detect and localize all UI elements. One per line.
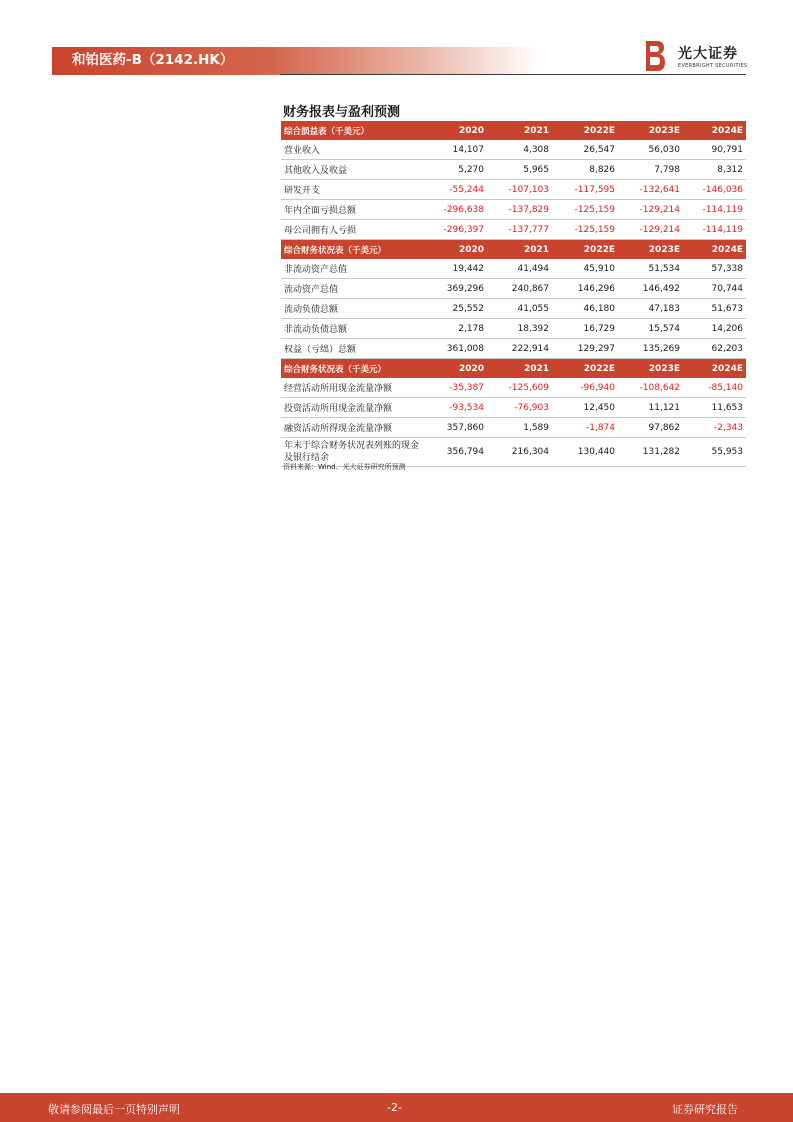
table-cell: -2,343 xyxy=(683,418,746,438)
table-cell: 97,862 xyxy=(618,418,683,438)
table-cell: -132,641 xyxy=(618,180,683,200)
year-header: 2023E xyxy=(618,359,683,379)
table-cell: 369,296 xyxy=(425,279,487,299)
header-divider xyxy=(280,74,746,75)
footer-report-type: 证券研究报告 xyxy=(672,1103,738,1116)
table-cell: 90,791 xyxy=(683,140,746,160)
table-cell: -129,214 xyxy=(618,200,683,220)
year-header: 2024E xyxy=(683,121,746,140)
logo-chinese-name: 光大证券 xyxy=(678,46,738,62)
row-label: 经营活动所用现金流量净额 xyxy=(281,378,425,398)
footer-disclaimer: 敬请参阅最后一页特别声明 xyxy=(48,1103,180,1116)
table-cell: 15,574 xyxy=(618,319,683,339)
table-cell: -35,387 xyxy=(425,378,487,398)
year-header: 2022E xyxy=(552,359,618,379)
table-cell: 5,965 xyxy=(487,160,552,180)
logo-english-name: EVERBRIGHT SECURITIES xyxy=(678,63,748,69)
table-cell: -85,140 xyxy=(683,378,746,398)
table-cell: -108,642 xyxy=(618,378,683,398)
row-label: 其他收入及收益 xyxy=(281,160,425,180)
financial-table xyxy=(281,121,746,467)
table-cell: 26,547 xyxy=(552,140,618,160)
table-cell: -125,159 xyxy=(552,200,618,220)
table-row xyxy=(281,180,746,200)
row-label: 非流动资产总值 xyxy=(281,259,425,279)
year-header: 2020 xyxy=(425,121,487,140)
table-cell: 1,589 xyxy=(487,418,552,438)
table-cell: -107,103 xyxy=(487,180,552,200)
table-cell: 146,296 xyxy=(552,279,618,299)
section-header-label: 综合损益表（千美元） xyxy=(281,121,425,140)
row-label: 流动资产总值 xyxy=(281,279,425,299)
year-header: 2021 xyxy=(487,121,552,140)
section-header-label: 综合财务状况表（千美元） xyxy=(281,359,425,379)
source-note: 资料来源：Wind、光大证券研究所预测 xyxy=(283,463,406,471)
table-cell: -114,119 xyxy=(683,200,746,220)
table-cell: -137,829 xyxy=(487,200,552,220)
table-cell: 11,121 xyxy=(618,398,683,418)
year-header: 2023E xyxy=(618,121,683,140)
table-cell: 146,492 xyxy=(618,279,683,299)
table-row xyxy=(281,259,746,279)
year-header: 2024E xyxy=(683,240,746,260)
table-cell: -114,119 xyxy=(683,220,746,240)
year-header: 2024E xyxy=(683,359,746,379)
table-cell: 51,673 xyxy=(683,299,746,319)
table-cell: 357,860 xyxy=(425,418,487,438)
table-cell: -125,609 xyxy=(487,378,552,398)
table-cell: 12,450 xyxy=(552,398,618,418)
row-label: 营业收入 xyxy=(281,140,425,160)
table-row xyxy=(281,140,746,160)
table-row xyxy=(281,339,746,359)
table-cell: 135,269 xyxy=(618,339,683,359)
year-header: 2021 xyxy=(487,240,552,260)
table-cell: 70,744 xyxy=(683,279,746,299)
row-label: 非流动负债总额 xyxy=(281,319,425,339)
table-cell: 131,282 xyxy=(618,438,683,467)
report-title: 和铂医药-B（2142.HK） xyxy=(72,52,234,68)
table-row xyxy=(281,319,746,339)
row-label: 融资活动所得现金流量净额 xyxy=(281,418,425,438)
table-cell: 19,442 xyxy=(425,259,487,279)
row-label: 投资活动所用现金流量净额 xyxy=(281,398,425,418)
row-label: 年内全面亏损总额 xyxy=(281,200,425,220)
table-cell: 14,206 xyxy=(683,319,746,339)
table-cell: 8,826 xyxy=(552,160,618,180)
table-cell: -146,036 xyxy=(683,180,746,200)
table-cell: 8,312 xyxy=(683,160,746,180)
table-cell: 130,440 xyxy=(552,438,618,467)
table-cell: -93,534 xyxy=(425,398,487,418)
table-cell: 55,953 xyxy=(683,438,746,467)
table-cell: -55,244 xyxy=(425,180,487,200)
table-cell: 14,107 xyxy=(425,140,487,160)
table-row xyxy=(281,378,746,398)
year-header: 2021 xyxy=(487,359,552,379)
table-cell: -1,874 xyxy=(552,418,618,438)
table-cell: 5,270 xyxy=(425,160,487,180)
table-row xyxy=(281,220,746,240)
row-label: 流动负债总额 xyxy=(281,299,425,319)
row-label: 年末于综合财务状况表列账的现金及银行结余 xyxy=(281,438,425,467)
table-cell: 356,794 xyxy=(425,438,487,467)
section-header-row xyxy=(281,121,746,140)
table-cell: -125,159 xyxy=(552,220,618,240)
table-cell: 57,338 xyxy=(683,259,746,279)
row-label: 研发开支 xyxy=(281,180,425,200)
table-cell: 2,178 xyxy=(425,319,487,339)
table-cell: -117,595 xyxy=(552,180,618,200)
table-cell: 56,030 xyxy=(618,140,683,160)
table-row xyxy=(281,279,746,299)
footer-bar xyxy=(0,1093,793,1122)
page-number: -2- xyxy=(387,1101,402,1114)
table-cell: 25,552 xyxy=(425,299,487,319)
section-title: 财务报表与盈利预测 xyxy=(283,105,401,120)
table-cell: -296,638 xyxy=(425,200,487,220)
table-cell: -137,777 xyxy=(487,220,552,240)
row-label: 权益（亏绌）总额 xyxy=(281,339,425,359)
table-row xyxy=(281,398,746,418)
table-row xyxy=(281,418,746,438)
section-header-label: 综合财务状况表（千美元） xyxy=(281,240,425,260)
table-cell: 16,729 xyxy=(552,319,618,339)
row-label: 母公司拥有人亏损 xyxy=(281,220,425,240)
table-row xyxy=(281,160,746,180)
year-header: 2023E xyxy=(618,240,683,260)
table-cell: 45,910 xyxy=(552,259,618,279)
table-cell: -296,397 xyxy=(425,220,487,240)
table-cell: -129,214 xyxy=(618,220,683,240)
table-cell: 11,653 xyxy=(683,398,746,418)
section-header-row xyxy=(281,240,746,260)
company-logo xyxy=(644,40,754,74)
table-cell: -96,940 xyxy=(552,378,618,398)
table-cell: 240,867 xyxy=(487,279,552,299)
table-cell: 62,203 xyxy=(683,339,746,359)
everbright-logo-icon xyxy=(644,41,666,71)
year-header: 2022E xyxy=(552,121,618,140)
table-cell: -76,903 xyxy=(487,398,552,418)
table-cell: 222,914 xyxy=(487,339,552,359)
year-header: 2020 xyxy=(425,359,487,379)
table-row xyxy=(281,299,746,319)
year-header: 2022E xyxy=(552,240,618,260)
table-cell: 129,297 xyxy=(552,339,618,359)
table-row xyxy=(281,200,746,220)
table-cell: 7,798 xyxy=(618,160,683,180)
table-cell: 47,183 xyxy=(618,299,683,319)
table-cell: 41,494 xyxy=(487,259,552,279)
table-cell: 51,534 xyxy=(618,259,683,279)
year-header: 2020 xyxy=(425,240,487,260)
table-cell: 41,055 xyxy=(487,299,552,319)
table-cell: 361,008 xyxy=(425,339,487,359)
table-cell: 18,392 xyxy=(487,319,552,339)
section-header-row xyxy=(281,359,746,379)
table-cell: 46,180 xyxy=(552,299,618,319)
table-cell: 4,308 xyxy=(487,140,552,160)
table-cell: 216,304 xyxy=(487,438,552,467)
